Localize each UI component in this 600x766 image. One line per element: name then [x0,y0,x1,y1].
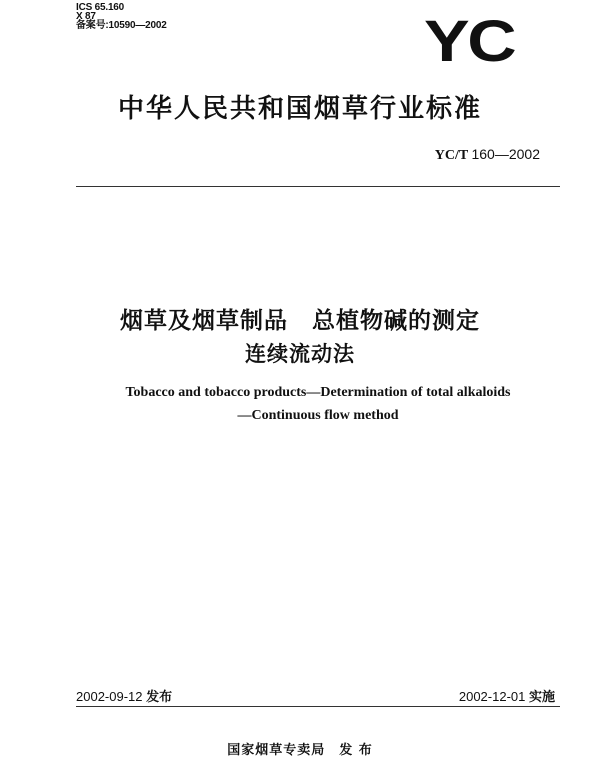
ics-code: ICS 65.160 [76,2,125,13]
standard-code-prefix: YC/T [434,148,468,163]
issue-date [76,686,172,705]
record-number: 备案号:10590—2002 [76,20,167,31]
classification-block [76,3,167,30]
chinese-title-line-2: 连续流动法 [245,342,355,366]
issue-date-value: 2002-09-12 [76,689,143,704]
publisher: 国家烟草专卖局 发 布 [227,743,373,758]
chinese-title-line-1: 烟草及烟草制品 总植物碱的测定 [120,308,480,334]
standard-code [435,146,540,164]
english-title-line-2: —Continuous flow method [237,408,399,423]
header-divider [76,186,560,187]
yc-logo: YC [424,9,515,74]
ccs-code: X 87 [76,11,96,22]
implementation-date-label: 实施 [528,689,555,704]
standard-code-number: 160—2002 [471,146,540,162]
implementation-date [459,686,555,705]
issue-date-label: 发布 [146,689,173,704]
english-title-line-1: Tobacco and tobacco products—Determination of total alkaloids [125,385,511,400]
standard-title: 中华人民共和国烟草行业标准 [117,94,482,124]
footer-divider [76,706,560,707]
implementation-date-value: 2002-12-01 [458,689,526,704]
